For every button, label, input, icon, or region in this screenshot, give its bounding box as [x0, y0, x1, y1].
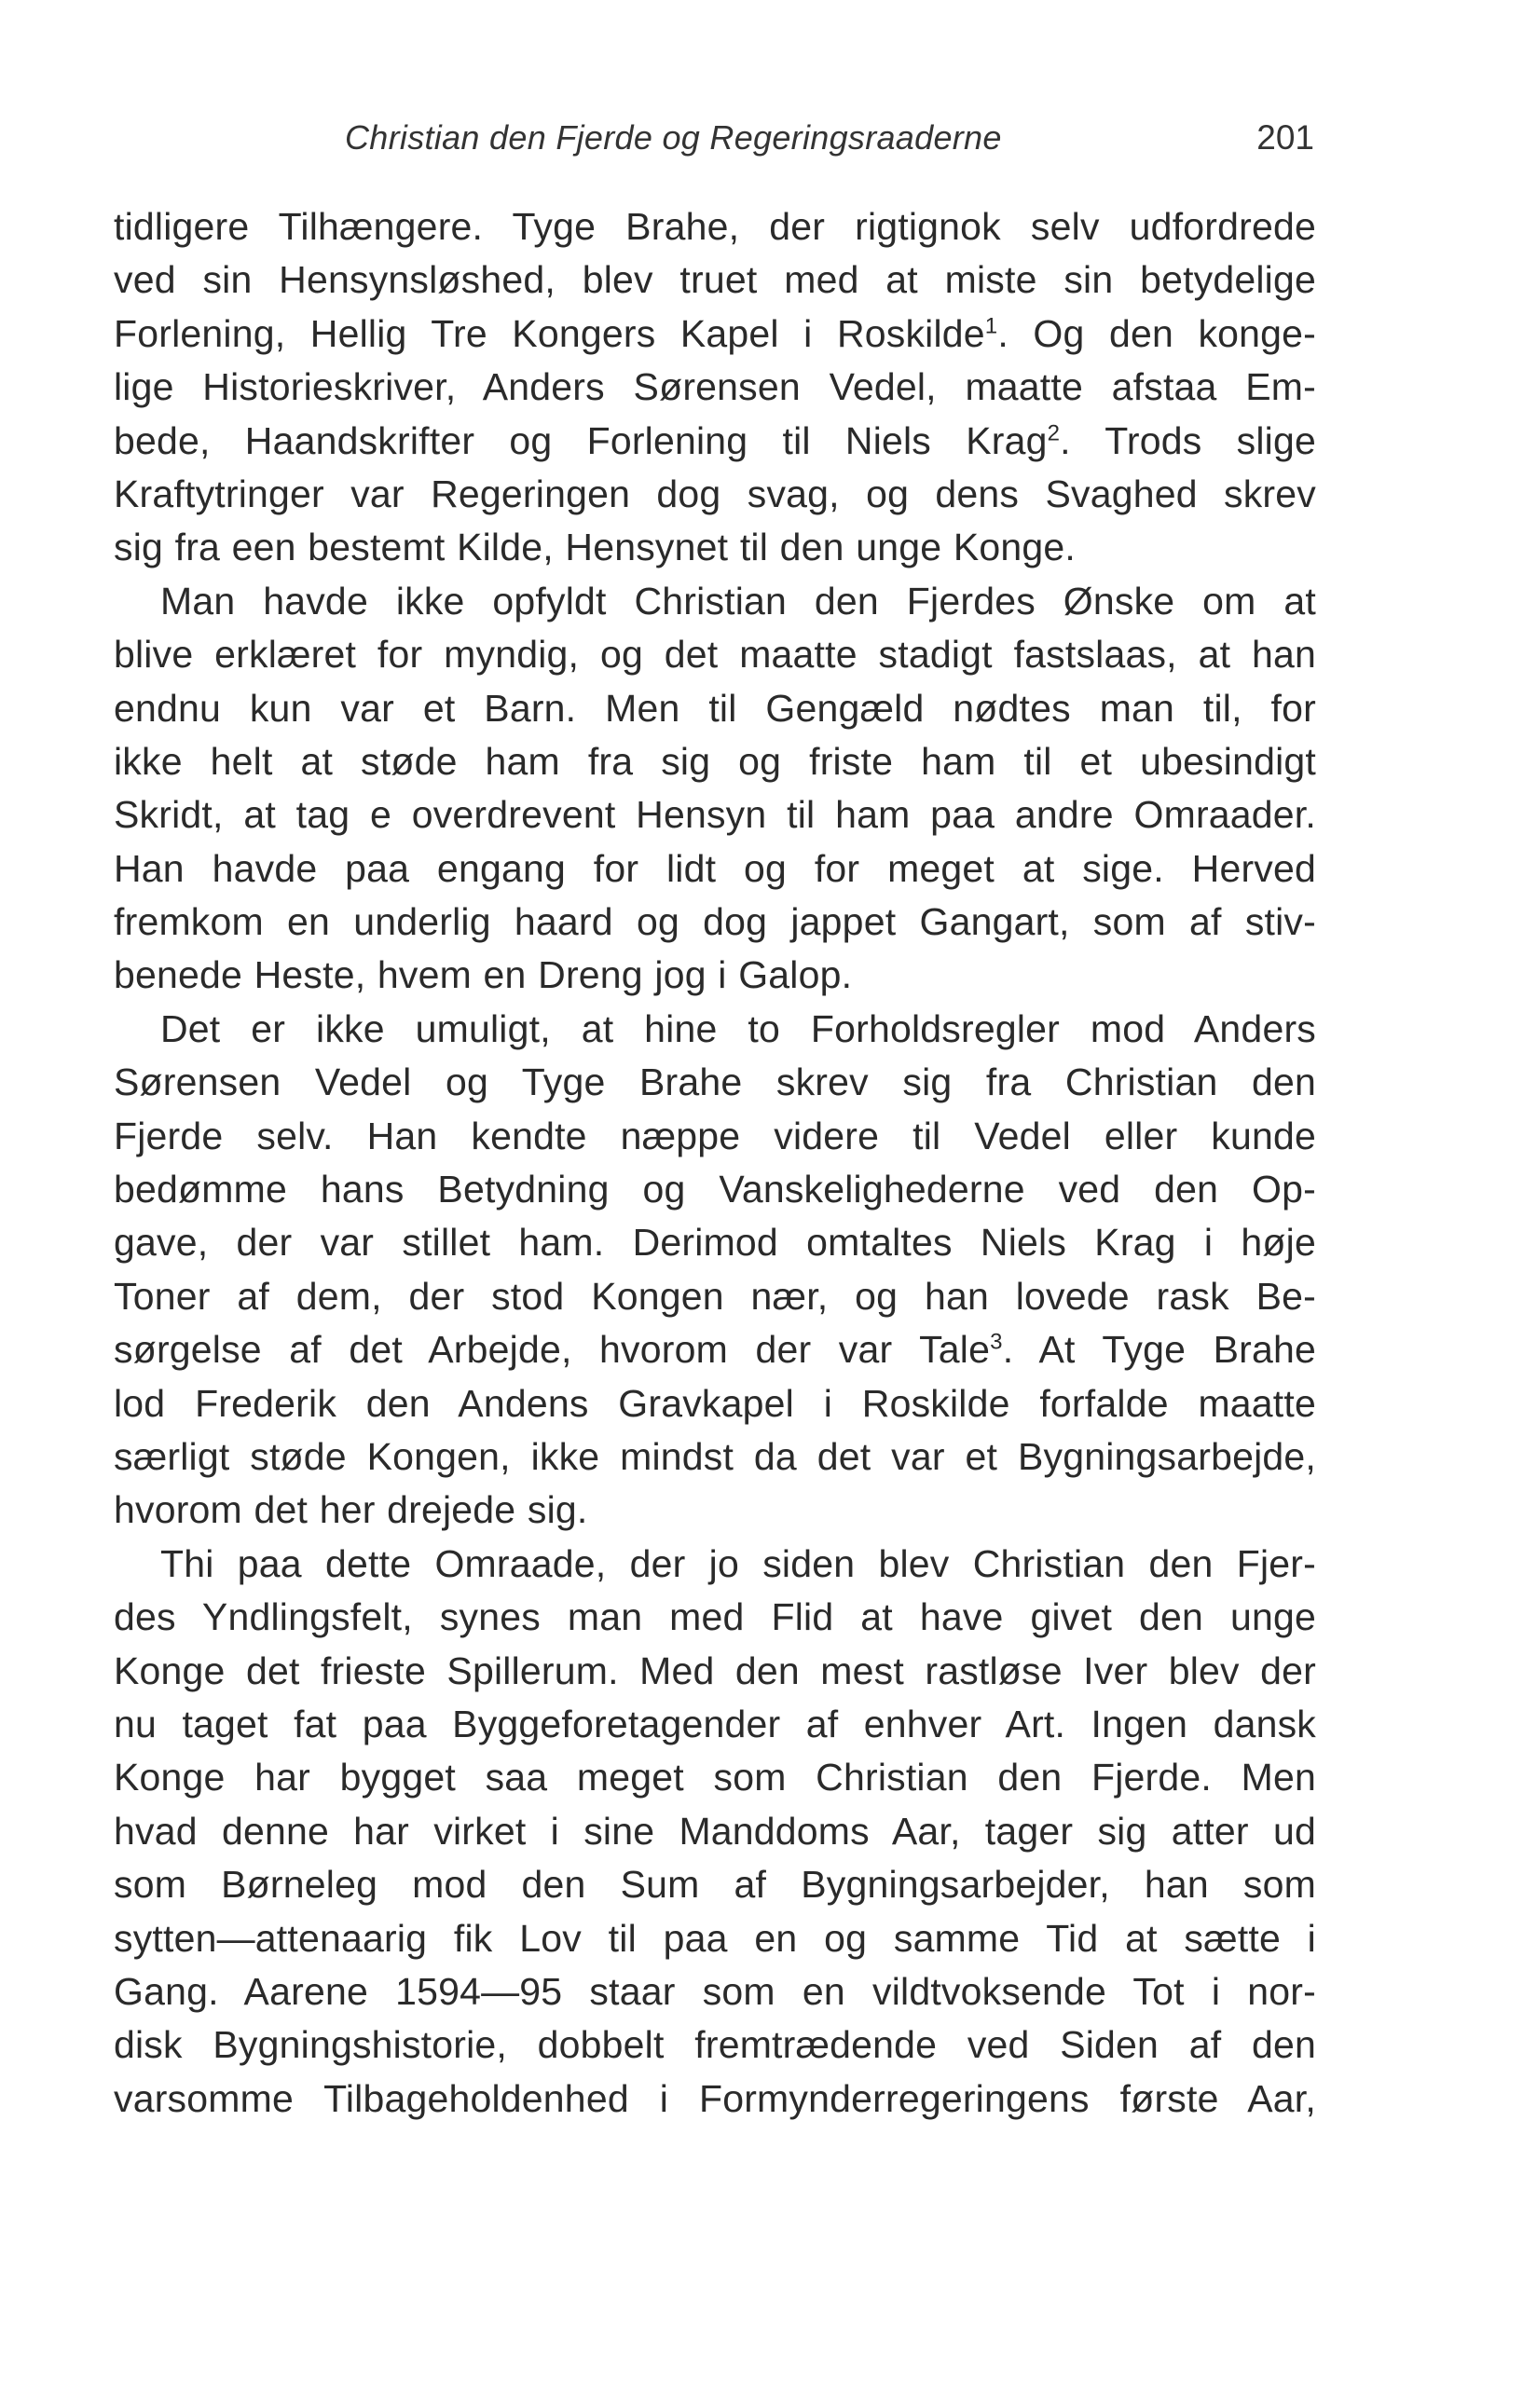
text-line: Man havde ikke opfyldt Christian den Fjerdes Ønske om at: [160, 579, 1316, 623]
running-head: [345, 110, 1314, 166]
text-line: Sørensen Vedel og Tyge Brahe skrev sig fra Christian den: [114, 1060, 1316, 1104]
text-line: blive erklæret for myndig, og det maatte stadigt fastslaas, at han: [114, 633, 1316, 677]
text-line: nu taget fat paa Byggeforetagender af enhver Art. Ingen dansk: [114, 1702, 1316, 1745]
text-line: Det er ikke umuligt, at hine to Forholdsregler mod Anders: [160, 1006, 1316, 1050]
text-line: sørgelse af det Arbejde, hvorom der var Tale$^3$. At Tyge Brahe: [114, 1328, 1316, 1372]
text-line: disk Bygningshistorie, dobbelt fremtrædende ved Siden af den: [114, 2023, 1316, 2067]
text-line: Konge det frieste Spillerum. Med den mest rastløse Iver blev der: [114, 1649, 1316, 1692]
text-line: sytten—attenaarig fik Lov til paa en og samme Tid at sætte i: [114, 1916, 1316, 1960]
text-line: lod Frederik den Andens Gravkapel i Roskilde forfalde maatte: [114, 1381, 1316, 1425]
footnote-ref: 2: [1047, 419, 1061, 445]
text-line: som Børneleg mod den Sum af Bygningsarbejder, han som: [114, 1863, 1316, 1907]
text-line: sig fra een bestemt Kilde, Hensynet til den unge Konge.: [114, 526, 1076, 569]
text-line: endnu kun var et Barn. Men til Gengæld nødtes man til, for: [114, 686, 1316, 730]
text-line: Konge har bygget saa meget som Christian den Fjerde. Men: [114, 1756, 1316, 1799]
text-line: varsomme Tilbageholdenhed i Formynderregeringens første Aar,: [114, 2076, 1316, 2120]
text-line: Gang. Aarene 1594—95 staar som en vildtvoksende Tot i nor-: [114, 1969, 1316, 2013]
text-line: særligt støde Kongen, ikke mindst da det var et Bygningsarbejde,: [114, 1434, 1316, 1478]
text-line: ved sin Hensynsløshed, blev truet med at miste sin betydelige: [114, 258, 1316, 302]
text-line: benede Heste, hvem en Dreng jog i Galop.: [114, 953, 853, 997]
text-line: hvorom det her drejede sig.: [114, 1488, 588, 1532]
text-line: des Yndlingsfelt, synes man med Flid at have givet den unge: [114, 1595, 1316, 1639]
running-title: Christian den Fjerde og Regeringsraaderne: [345, 118, 1002, 157]
text-line: bede, Haandskrifter og Forlening til Niels Krag$^2$. Trods slige: [114, 418, 1316, 462]
footnote-ref: 3: [990, 1329, 1003, 1355]
text-line: Toner af dem, der stod Kongen nær, og han lovede rask Be-: [114, 1274, 1316, 1318]
text-line: ikke helt at støde ham fra sig og friste ham til et ubesindigt: [114, 739, 1316, 783]
text-line: Han havde paa engang for lidt og for meget at sige. Herved: [114, 846, 1316, 890]
body-text: [114, 200, 1316, 2126]
text-line: gave, der var stillet ham. Derimod omtaltes Niels Krag i høje: [114, 1221, 1316, 1265]
text-line: Kraftytringer var Regeringen dog svag, og dens Svaghed skrev: [114, 472, 1316, 515]
text-line: Thi paa dette Omraade, der jo siden blev Christian den Fjer-: [160, 1541, 1316, 1585]
text-line: bedømme hans Betydning og Vanskelighederne ved den Op-: [114, 1168, 1316, 1211]
text-line: hvad denne har virket i sine Manddoms Aar, tager sig atter ud: [114, 1809, 1316, 1853]
footnote-ref: 1: [984, 313, 998, 339]
text-line: Fjerde selv. Han kendte næppe videre til Vedel eller kunde: [114, 1114, 1316, 1157]
text-line: fremkom en underlig haard og dog jappet Gangart, som af stiv-: [114, 900, 1316, 944]
text-line: Forlening, Hellig Tre Kongers Kapel i Roskilde$^1$. Og den konge-: [114, 311, 1317, 355]
text-line: Skridt, at tag e overdrevent Hensyn til ham paa andre Omraader.: [114, 793, 1316, 837]
text-line: lige Historieskriver, Anders Sørensen Vedel, maatte afstaa Em-: [114, 365, 1316, 409]
text-line: tidligere Tilhængere. Tyge Brahe, der rigtignok selv udfordrede: [114, 205, 1316, 248]
page-number: 201: [1256, 118, 1314, 157]
